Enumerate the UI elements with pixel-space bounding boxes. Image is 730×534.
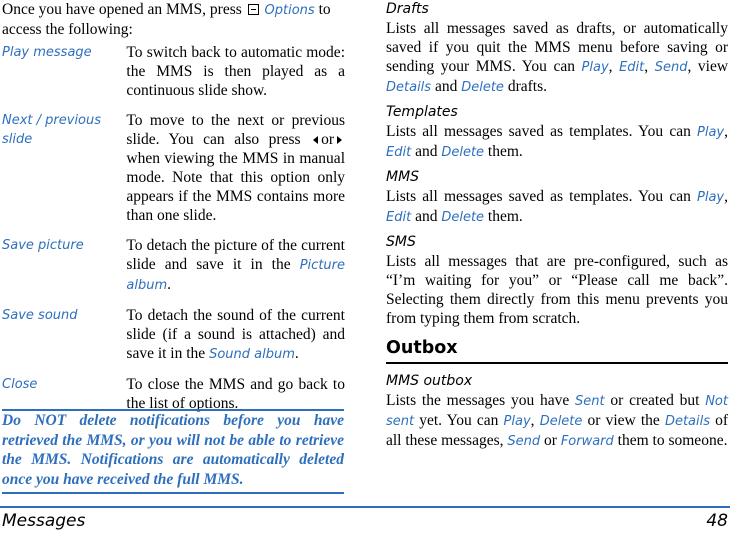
option-desc: To move to the next or previous slide. You can also press or when viewing the MMS in manual mode. Note that this option only appears if the MMS contains more than one slide. xyxy=(126,112,345,224)
footer-section-title: Messages xyxy=(2,511,86,531)
intro-paragraph xyxy=(2,0,345,39)
left-column xyxy=(2,0,345,413)
mms-heading: MMS xyxy=(386,169,420,185)
warning-note: Do NOT delete notifications before you have retrieved the MMS, or you will not be able to retrieve the MMS. Notifications are automatically deleted once you have received the full MMS. xyxy=(2,409,344,494)
option-term: Close xyxy=(2,377,38,392)
right-column xyxy=(386,0,728,457)
outbox-heading: Outbox xyxy=(386,334,728,364)
sound-album-label: Sound album xyxy=(209,347,295,362)
mms-outbox-heading: MMS outbox xyxy=(386,373,473,389)
option-desc: To close the MMS and go back to the list of options. xyxy=(126,376,345,412)
sms-paragraph: Lists all messages that are pre-configured, such as “I’m waiting for you” or “Please call me back”. Selecting them directly from this menu prevents you from typing them from scratch. xyxy=(386,253,728,327)
option-row-save-picture xyxy=(2,233,345,295)
option-desc: To detach the picture of the current slide and save it in the Picture album. xyxy=(126,237,345,293)
menu-key-icon xyxy=(248,4,259,15)
option-row-play-message xyxy=(2,40,345,100)
sms-heading: SMS xyxy=(386,234,416,250)
options-softkey-label: Options xyxy=(264,3,315,18)
intro-text-end: to access the following: xyxy=(2,1,331,38)
option-term: Save sound xyxy=(2,308,78,323)
option-term: Save picture xyxy=(2,238,84,253)
left-arrow-key-icon xyxy=(313,136,318,144)
option-row-save-sound xyxy=(2,303,345,364)
page-number: 48 xyxy=(706,511,728,531)
option-row-next-previous xyxy=(2,108,345,225)
option-row-close xyxy=(2,372,345,413)
drafts-paragraph: Lists all messages saved as drafts, or automatically saved if you quit the MMS menu before saving or sending your MMS. You can Play, Edit, Send, view Details and Delete drafts. xyxy=(386,20,729,95)
option-desc: To detach the sound of the current slide (if a sound is attached) and save it in the Sound album. xyxy=(126,307,345,362)
mms-outbox-paragraph: Lists the messages you have Sent or created but Not sent yet. You can Play, Delete or view the Details of all these messages, Send or Forward them to someone. xyxy=(386,392,729,449)
options-table xyxy=(2,40,345,413)
option-term: Play message xyxy=(2,45,92,60)
picture-album-label: Picture album xyxy=(126,258,345,293)
templates-paragraph: Lists all messages saved as templates. You can Play, Edit and Delete them. xyxy=(386,123,729,160)
drafts-heading: Drafts xyxy=(386,1,429,17)
option-desc: To switch back to automatic mode: the MMS is then played as a continuous slide show. xyxy=(126,44,345,99)
templates-heading: Templates xyxy=(386,104,458,120)
right-arrow-key-icon xyxy=(337,136,342,144)
option-term: Next / previous slide xyxy=(2,113,102,147)
intro-text: Once you have opened an MMS, press xyxy=(2,1,242,18)
mms-paragraph: Lists all messages saved as templates. You can Play, Edit and Delete them. xyxy=(386,188,729,225)
footer-rule xyxy=(0,506,730,508)
